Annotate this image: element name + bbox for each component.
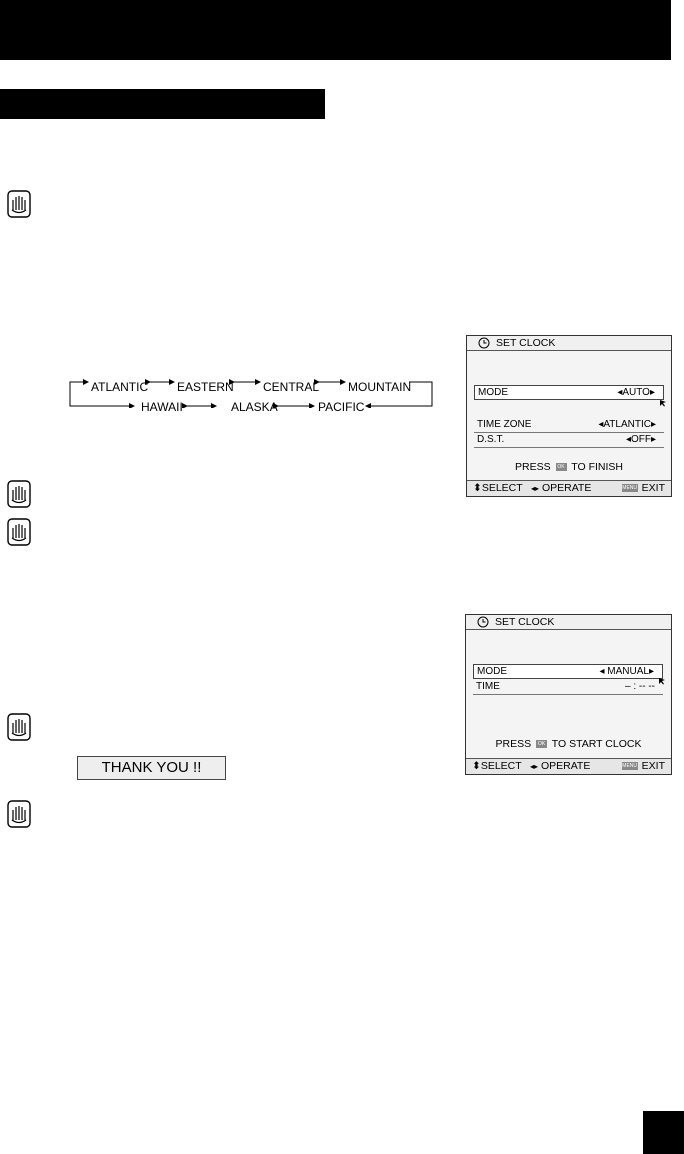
timezone-eastern: EASTERN (177, 380, 234, 394)
row-value: ◂AUTO▸ (617, 387, 655, 398)
set-clock-panel-manual (465, 614, 672, 775)
press-instruction: PRESS OK TO FINISH (515, 461, 623, 473)
panel-body (466, 630, 671, 758)
panel-title: SET CLOCK (495, 616, 555, 628)
panel-footer (466, 758, 671, 774)
press-instruction: PRESS OK TO START CLOCK (495, 738, 642, 750)
row-value: ◂ MANUAL▸ (599, 666, 654, 677)
menu-button-icon: MENU (622, 485, 638, 492)
footer-operate: ◂▸ OPERATE (530, 760, 591, 772)
menu-row-time[interactable] (473, 680, 663, 695)
left-right-arrow-icon: ◂▸ (531, 484, 540, 493)
cursor-arrow-icon (659, 399, 667, 407)
up-down-arrow-icon: ⬍ (473, 482, 482, 494)
panel-footer (467, 480, 671, 496)
menu-row-mode[interactable] (473, 664, 663, 679)
hand-press-icon (7, 800, 31, 828)
menu-button-icon: MENU (622, 763, 638, 770)
ok-button-icon: OK (537, 741, 546, 748)
timezone-pacific: PACIFIC (318, 400, 365, 414)
row-label: MODE (477, 666, 507, 677)
thank-you-message: THANK YOU !! (77, 756, 226, 780)
row-value: ◂ATLANTIC▸ (598, 419, 656, 430)
row-label: TIME (476, 681, 500, 692)
hand-press-icon (7, 190, 31, 218)
row-label: D.S.T. (477, 434, 505, 445)
set-clock-panel-auto (466, 335, 672, 497)
footer-exit: MENU EXIT (622, 482, 665, 494)
timezone-atlantic: ATLANTIC (91, 380, 149, 394)
clock-icon (478, 337, 490, 349)
menu-row-mode[interactable] (474, 385, 664, 400)
panel-title-bar (467, 336, 671, 351)
page-number-block (643, 1111, 684, 1154)
footer-select: ⬍SELECT (473, 482, 523, 494)
row-value: ◂OFF▸ (625, 434, 656, 445)
panel-body (467, 351, 671, 480)
up-down-arrow-icon: ⬍ (472, 760, 481, 772)
footer-operate: ◂▸ OPERATE (531, 482, 592, 494)
clock-icon (477, 616, 489, 628)
timezone-mountain: MOUNTAIN (348, 380, 412, 394)
timezone-central: CENTRAL (263, 380, 320, 394)
footer-exit: MENU EXIT (622, 760, 665, 772)
panel-title-bar (466, 615, 671, 630)
timezone-alaska: ALASKA (231, 400, 278, 414)
footer-select: ⬍SELECT (472, 760, 522, 772)
row-value: – : -- -- (625, 681, 655, 692)
panel-title: SET CLOCK (496, 337, 556, 349)
timezone-hawaii: HAWAII (141, 400, 183, 414)
row-label: TIME ZONE (477, 419, 532, 430)
hand-press-icon (7, 480, 31, 508)
hand-press-icon (7, 518, 31, 546)
menu-row-dst[interactable] (474, 433, 664, 448)
ok-button-icon: OK (557, 464, 565, 471)
left-right-arrow-icon: ◂▸ (530, 762, 539, 771)
header-bar (0, 0, 671, 60)
section-title-bar (0, 89, 325, 119)
hand-press-icon (7, 713, 31, 741)
row-label: MODE (478, 387, 508, 398)
menu-row-time-zone[interactable] (474, 418, 664, 433)
